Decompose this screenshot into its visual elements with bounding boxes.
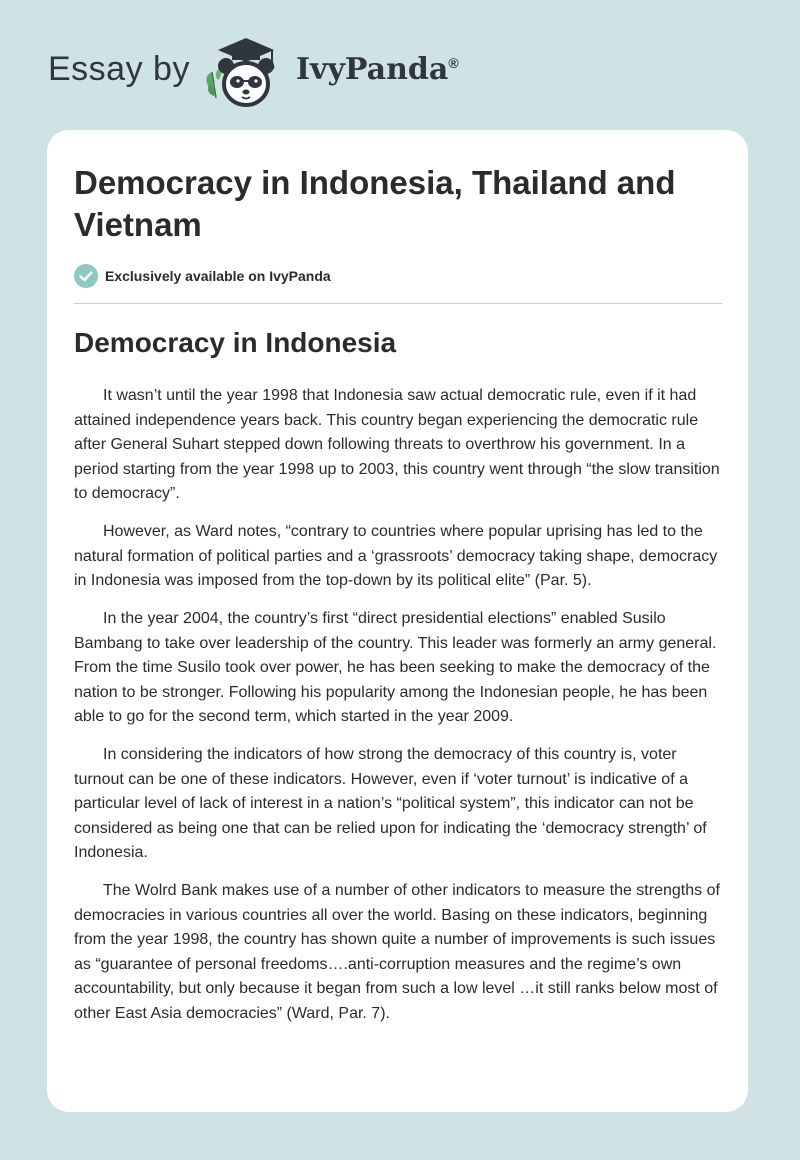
exclusive-badge — [74, 264, 331, 288]
brand-name: IvyPanda — [296, 52, 449, 87]
paragraph: However, as Ward notes, “contrary to countries where popular uprising has led to the natural formation of political parties and a ‘grassroots’ democracy taking shape, democracy in Indonesia was imposed from the top-down by its political elite” (Par. 5). — [74, 523, 718, 589]
paragraph: The Wolrd Bank makes use of a number of other indicators to measure the strengths of democracies in various countries all over the world. Basing on these indicators, beginning from the year 1998, the country has shown quite a number of improvements is such issues as “guarantee of personal freedoms….anti-corruption measures and the regime’s own accountability, but only because it began from such a low level …it still ranks below most of other East Asia democracies” (Ward, Par. 7). — [74, 882, 720, 1022]
section-heading: Democracy in Indonesia — [74, 327, 397, 358]
paragraph: It wasn’t until the year 1998 that Indonesia saw actual democratic rule, even if it had attained independence years back. This country began experiencing the democratic rule after General Suhart stepped down following threats to overthrow his government. In a period starting from the year 1998 up to 2003, this country went through “the slow transition to democracy”. — [74, 387, 720, 502]
site-header — [0, 0, 800, 130]
paragraph: In the year 2004, the country’s first “direct presidential elections” enabled Susilo Bambang to take over leadership of the country. This leader was formerly an army general. From the time Susilo took over power, he has been seeking to make the democracy of the nation to be stronger. Following his popularity among the Indonesian people, he has been able to go for the second term, which started in the year 2009. — [74, 610, 717, 725]
essay-body — [74, 384, 724, 1040]
paragraph: In considering the indicators of how strong the democracy of this country is, voter turnout can be one of these indicators. However, even if ‘voter turnout’ is indicative of a particular level of lack of interest in a nation’s “political system”, this indicator can not be considered as being one that can be relied upon for indicating the ‘democracy strength’ of Indonesia. — [74, 746, 707, 861]
registered-mark: ® — [448, 55, 459, 71]
title-divider — [74, 303, 722, 304]
essay-by-label: Essay by — [48, 50, 190, 88]
brand-logo-text[interactable] — [296, 52, 459, 87]
essay-title: Democracy in Indonesia, Thailand and Vietnam — [74, 164, 676, 243]
check-circle-icon — [74, 264, 98, 288]
exclusive-badge-label: Exclusively available on IvyPanda — [105, 268, 331, 284]
ivy-leaf-icon — [206, 68, 221, 98]
essay-card — [47, 130, 748, 1112]
panda-graduate-icon — [200, 36, 292, 112]
